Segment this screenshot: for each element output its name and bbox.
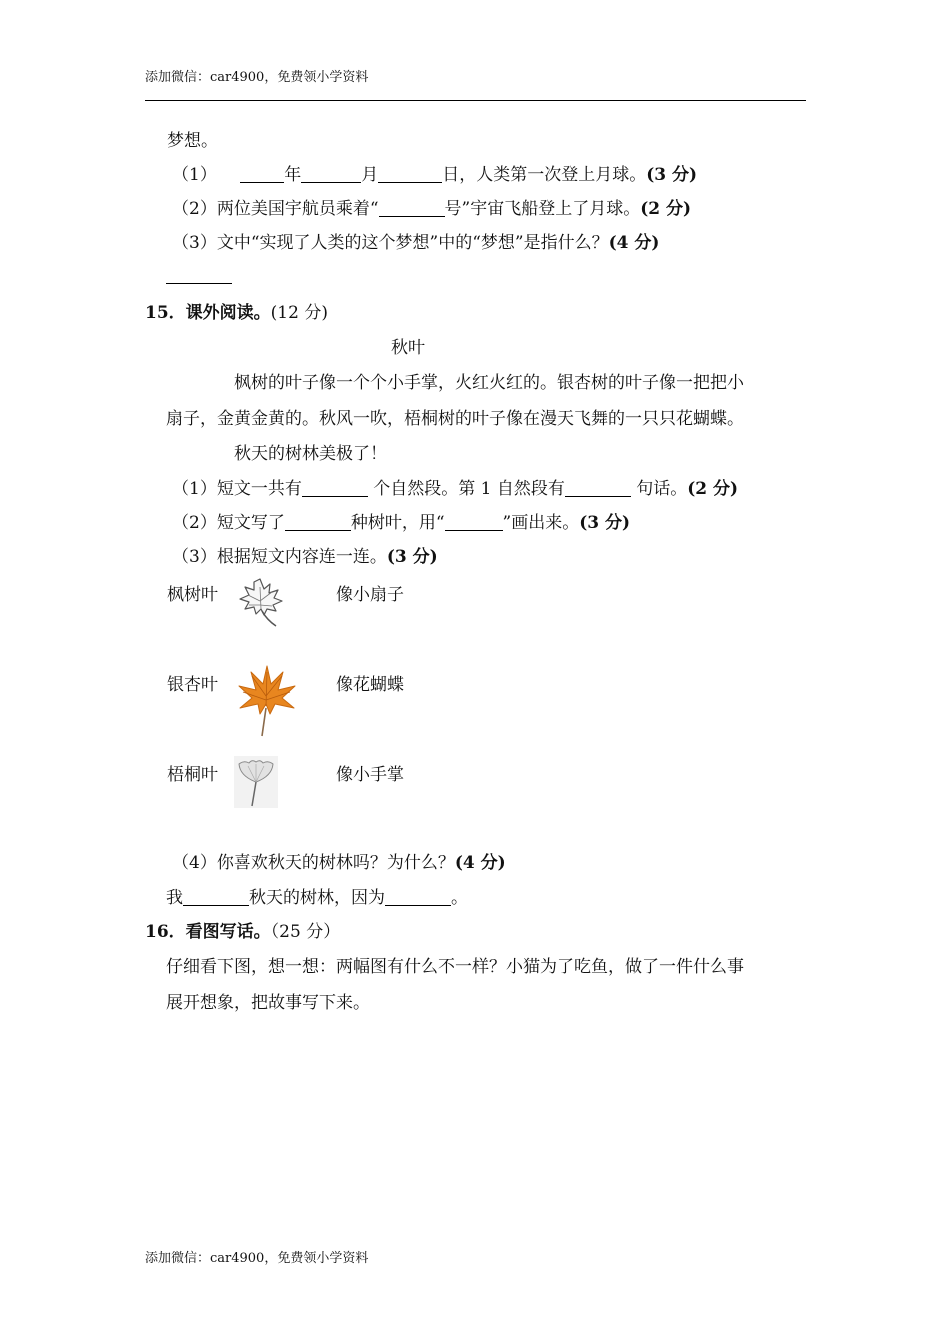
- q14-sub1-num: （1）: [172, 165, 217, 185]
- q15-sub1-score: (2 分): [687, 479, 739, 499]
- q15-sub4: [172, 848, 506, 873]
- q15-sub1-text-b: 个自然段。第 1 自然段有: [367, 479, 565, 499]
- blank-sentence-count[interactable]: [565, 478, 631, 497]
- maple-leaf-outline-icon: [236, 575, 286, 629]
- q14-sub2-text-a: （2）两位美国宇航员乘着“: [172, 199, 379, 219]
- q15-sub3-text: （3）根据短文内容连一连。: [172, 547, 387, 567]
- q14-sub2: [172, 194, 691, 219]
- blank-spacecraft[interactable]: [379, 198, 445, 217]
- q15-answer: [166, 883, 468, 908]
- q16-line2: 展开想象，把故事写下来。: [166, 993, 370, 1013]
- q15-sub4-score: (4 分): [454, 853, 506, 873]
- orange-maple-leaf-icon: [236, 664, 298, 738]
- q15-answer-a: 我: [166, 888, 183, 908]
- q14-continuation: 梦想。: [167, 131, 218, 151]
- q15-para1-line2: 扇子，金黄金黄的。秋风一吹，梧桐树的叶子像在漫天飞舞的一只只花蝴蝶。: [166, 409, 744, 429]
- q15-answer-c: 。: [451, 888, 468, 908]
- blank-paragraph-count[interactable]: [302, 478, 368, 497]
- q16-heading-text: 16．看图写话。: [145, 922, 271, 942]
- q15-heading-score: (12 分): [270, 303, 328, 323]
- q14-sub3: [172, 228, 659, 253]
- q14-sub1-text: 日，人类第一次登上月球。: [442, 165, 647, 185]
- match-right-butterfly[interactable]: 像花蝴蝶: [336, 675, 404, 695]
- q15-sub1-text-c: 句话。: [630, 479, 688, 499]
- page-footer: 添加微信：car4900，免费领小学资料: [145, 1251, 369, 1266]
- q15-title: 秋叶: [391, 338, 425, 358]
- match-left-maple[interactable]: 枫树叶: [167, 585, 218, 605]
- q15-heading: [145, 298, 328, 323]
- match-left-wutong[interactable]: 梧桐叶: [167, 765, 218, 785]
- q14-sub1-score: (3 分): [646, 165, 698, 185]
- q16-heading: [145, 917, 340, 942]
- q15-sub2: [172, 508, 630, 533]
- q14-sub1-year: 年: [284, 165, 302, 185]
- q14-sub3-score: (4 分): [608, 233, 660, 253]
- blank-month[interactable]: [301, 164, 361, 183]
- q14-sub3-text: （3）文中“实现了人类的这个梦想”中的“梦想”是指什么？: [172, 233, 609, 253]
- q14-sub2-text-b: 号”宇宙飞船登上了月球。: [444, 199, 641, 219]
- q15-sub2-score: (3 分): [579, 513, 631, 533]
- q15-answer-b: 秋天的树林，因为: [249, 888, 385, 908]
- blank-day[interactable]: [378, 164, 442, 183]
- q14-sub1-month: 月: [361, 165, 379, 185]
- page-header: 添加微信：car4900，免费领小学资料: [145, 70, 369, 85]
- q15-sub1-text-a: （1）短文一共有: [172, 479, 302, 499]
- header-rule: [145, 100, 806, 101]
- q15-sub2-text-c: ”画出来。: [502, 513, 580, 533]
- q15-sub2-text-a: （2）短文写了: [172, 513, 285, 533]
- q16-line1: 仔细看下图，想一想：两幅图有什么不一样？小猫为了吃鱼，做了一件什么事: [166, 957, 744, 977]
- q15-para2: 秋天的树林美极了！: [234, 444, 387, 464]
- q14-sub1: [172, 160, 697, 185]
- q15-para1-line1: 枫树的叶子像一个个小手掌，火红火红的。银杏树的叶子像一把把小: [234, 373, 744, 393]
- blank-mark[interactable]: [445, 512, 503, 531]
- q15-sub2-text-b: 种树叶，用“: [350, 513, 445, 533]
- ginkgo-leaf-icon: [234, 756, 278, 808]
- blank-reason[interactable]: [385, 887, 451, 906]
- match-right-fan[interactable]: 像小扇子: [336, 585, 404, 605]
- match-left-ginkgo[interactable]: 银杏叶: [167, 675, 218, 695]
- q15-sub3: [172, 542, 438, 567]
- q15-sub3-score: (3 分): [386, 547, 438, 567]
- q14-sub2-score: (2 分): [640, 199, 692, 219]
- blank-leaf-types[interactable]: [285, 512, 351, 531]
- q15-sub4-text: （4）你喜欢秋天的树林吗？为什么？: [172, 853, 455, 873]
- q15-heading-text: 15．课外阅读。: [145, 303, 271, 323]
- match-right-palm[interactable]: 像小手掌: [336, 765, 404, 785]
- answer-line-q14[interactable]: [166, 283, 232, 284]
- q16-heading-score: （25 分）: [270, 922, 341, 942]
- blank-year[interactable]: [240, 164, 284, 183]
- q15-sub1: [172, 474, 738, 499]
- blank-like[interactable]: [183, 887, 249, 906]
